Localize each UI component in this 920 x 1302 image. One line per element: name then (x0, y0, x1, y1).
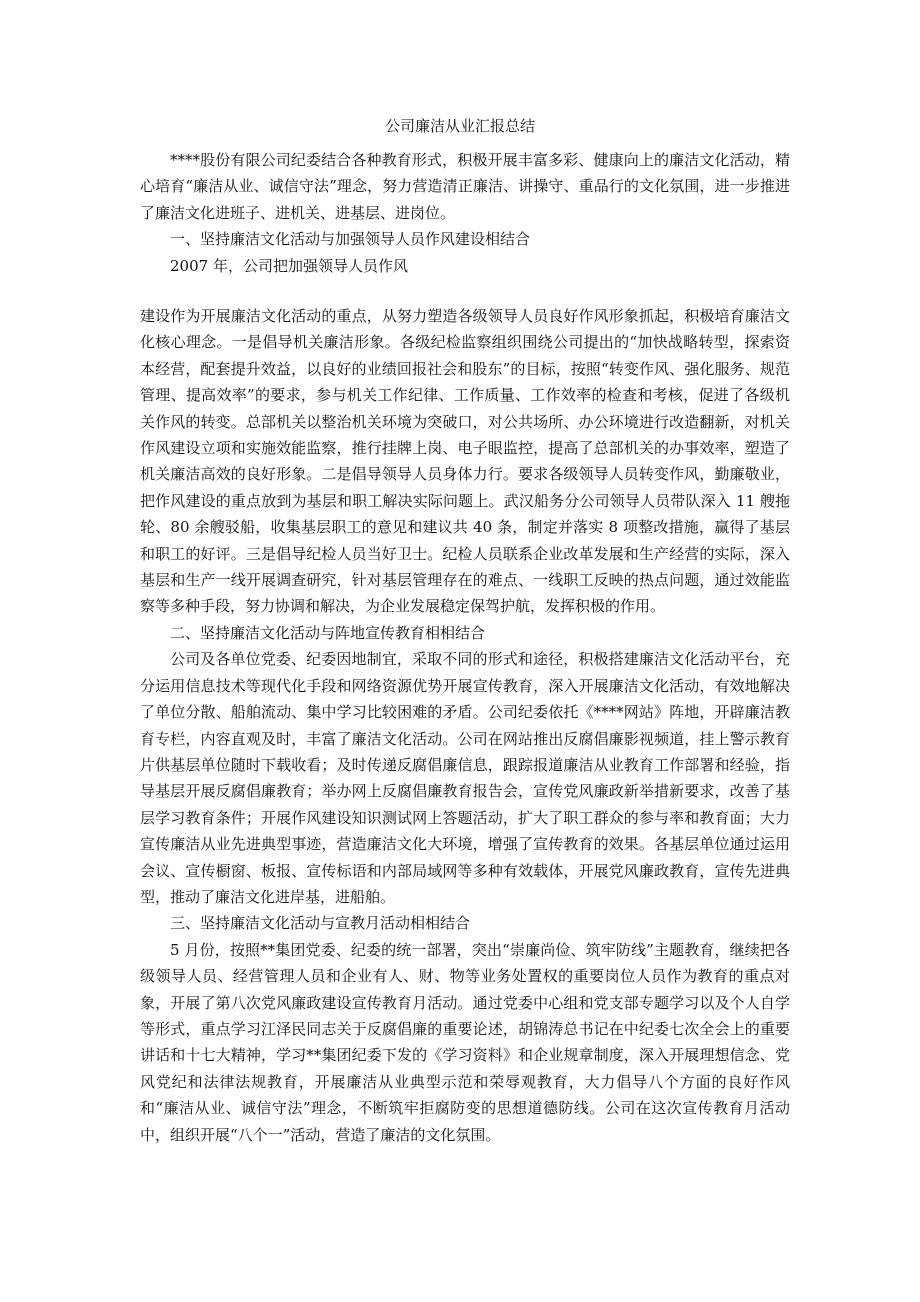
section-heading-2: 二、坚持廉洁文化活动与阵地宣传教育相相结合 (170, 623, 486, 642)
document-section-body (140, 303, 790, 1148)
paragraph-2: 公司及各单位党委、纪委因地制宜，采取不同的形式和途径，积极搭建廉洁文化活动平台，充分运用信息技术等现代化手段和网络资源优势开展宣传教育，深入开展廉洁文化活动，有效地解决了单位分散、船舶流动、集中学习比较困难的矛盾。公司纪委依托《****网站》阵地，开辟廉洁教育专栏，内容直观及时，丰富了廉洁文化活动。公司在网站推出反腐倡廉影视频道，挂上警示教育片供基层单位随时下载收看；及时传递反腐倡廉信息，跟踪报道廉洁从业教育工作部署和经验，指导基层开展反腐倡廉教育；举办网上反腐倡廉教育报告会，宣传党风廉政新举措新要求，改善了基层学习教育条件；开展作风建设知识测试网上答题活动，扩大了职工群众的参与率和教育面；大力宣传廉洁从业先进典型事迹，营造廉洁文化大环境，增强了宣传教育的效果。各基层单位通过运用会议、宣传橱窗、板报、宣传标语和内部局域网等多种有效载体，开展党风廉政教育，宣传先进典型，推动了廉洁文化进岸基，进船舶。 (140, 650, 790, 906)
document-section-top (140, 147, 790, 279)
paragraph-3: 5 月份，按照**集团党委、纪委的统一部署，突出“崇廉尚俭、筑牢防线”主题教育，继续把各级领导人员、经营管理人员和企业有人、财、物等业务处置权的重要岗位人员作为教育的重点对象，开展了第八次党风廉政建设宣传教育月活动。通过党委中心组和党支部专题学习以及个人自学等形式，重点学习江泽民同志关于反腐倡廉的重要论述，胡锦涛总书记在中纪委七次全会上的重要讲话和十七大精神，学习**集团纪委下发的《学习资料》和企业规章制度，深入开展理想信念、党风党纪和法律法规教育，开展廉洁从业典型示范和荣辱观教育，大力倡导八个方面的良好作风和“廉洁从业、诚信守法”理念，不断筑牢拒腐防变的思想道德防线。公司在这次宣传教育月活动中，组织开展“八个一”活动，营造了廉洁的文化氛围。 (140, 940, 790, 1144)
paragraph-1-continued: 建设作为开展廉洁文化活动的重点，从努力塑造各级领导人员良好作风形象抓起，积极培育廉洁文化核心理念。一是倡导机关廉洁形象。各级纪检监察组织围绕公司提出的“加快战略转型，探索资本经营，配套提升效益，以良好的业绩回报社会和股东”的目标，按照“转变作风、强化服务、规范管理、提高效率”的要求，参与机关工作纪律、工作质量、工作效率的检查和考核，促进了各级机关作风的转变。总部机关以整治机关环境为突破口，对公共场所、办公环境进行改造翻新，对机关作风建设立项和实施效能监察，推行挂牌上岗、电子眼监控，提高了总部机关的办事效率，塑造了机关廉洁高效的良好形象。二是倡导领导人员身体力行。要求各级领导人员转变作风，勤廉敬业，把作风建设的重点放到为基层和职工解决实际问题上。武汉船务分公司领导人员带队深入 11 艘拖轮、80 余艘驳船，收集基层职工的意见和建议共 40 条，制定并落实 8 项整改措施，赢得了基层和职工的好评。三是倡导纪检人员当好卫士。纪检人员联系企业改革发展和生产经营的实际，深入基层和生产一线开展调查研究，针对基层管理存在的难点、一线职工反映的热点问题，通过效能监察等多种手段，努力协调和解决，为企业发展稳定保驾护航，发挥积极的作用。 (140, 307, 790, 616)
paragraph-1-start: 2007 年，公司把加强领导人员作风 (170, 256, 408, 275)
intro-paragraph: ****股份有限公司纪委结合各种教育形式，积极开展丰富多彩、健康向上的廉洁文化活动，精心培育“廉洁从业、诚信守法”理念，努力营造清正廉洁、讲操守、重品行的文化氛围，进一步推进了廉洁文化进班子、进机关、进基层、进岗位。 (140, 151, 790, 222)
section-heading-1: 一、坚持廉洁文化活动与加强领导人员作风建设相结合 (170, 230, 531, 249)
document-title: 公司廉洁从业汇报总结 (384, 117, 535, 135)
section-heading-3: 三、坚持廉洁文化活动与宣教月活动相相结合 (170, 914, 471, 933)
